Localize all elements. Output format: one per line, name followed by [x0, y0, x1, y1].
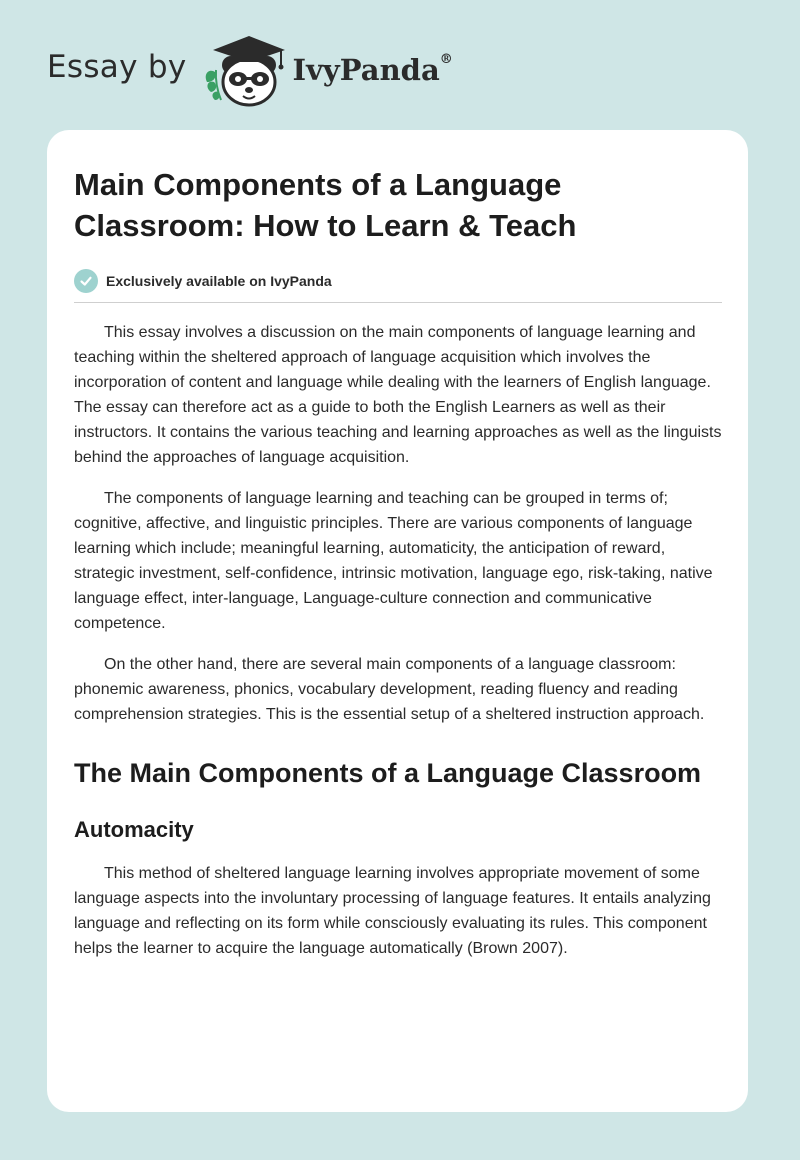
essay-content [74, 164, 724, 961]
intro-paragraph-1: This essay involves a discussion on the main components of language learning and teaching within the sheltered approach of language acquisition which involves the incorporation of content and language while dealing with the learners of English language. The essay can therefore act as a guide to both the English Learners as well as their instructors. It contains the various teaching and learning approaches as well as the linguists behind the approaches of language acquisition. [74, 324, 722, 466]
exclusive-label: Exclusively available on IvyPanda [106, 273, 332, 289]
exclusive-badge [74, 268, 724, 294]
site-header [47, 30, 453, 110]
essay-by-label: Essay by [47, 49, 187, 85]
brand-name-text: IvyPanda [292, 53, 440, 87]
section-heading: The Main Components of a Language Classroom [74, 758, 702, 788]
subsection-heading: Automacity [74, 817, 194, 842]
panda-graduate-logo-icon[interactable] [201, 30, 291, 110]
essay-title: Main Components of a Language Classroom: How to Learn & Teach [74, 167, 577, 243]
subsection-paragraph: This method of sheltered language learning involves appropriate movement of some language aspects into the involuntary processing of language features. It entails analyzing language and reflecting on its form while consciously evaluating its rules. This component helps the learner to acquire the language automatically (Brown 2007). [74, 865, 711, 957]
check-icon [74, 269, 98, 293]
title-divider [74, 302, 722, 303]
registered-mark: ® [439, 52, 453, 68]
intro-paragraph-3: On the other hand, there are several main components of a language classroom: phonemic awareness, phonics, vocabulary development, reading fluency and reading comprehension strategies. This is the essential setup of a sheltered instruction approach. [74, 656, 705, 723]
essay-card [47, 130, 748, 1112]
intro-paragraph-2: The components of language learning and teaching can be grouped in terms of; cognitive, affective, and linguistic principles. There are various components of language learning which include; meaningful learning, automaticity, the anticipation of reward, strategic investment, self-confidence, intrinsic motivation, language ego, risk-taking, native language effect, inter-language, Language-culture connection and communicative competence. [74, 490, 713, 632]
brand-name[interactable] [293, 53, 453, 87]
